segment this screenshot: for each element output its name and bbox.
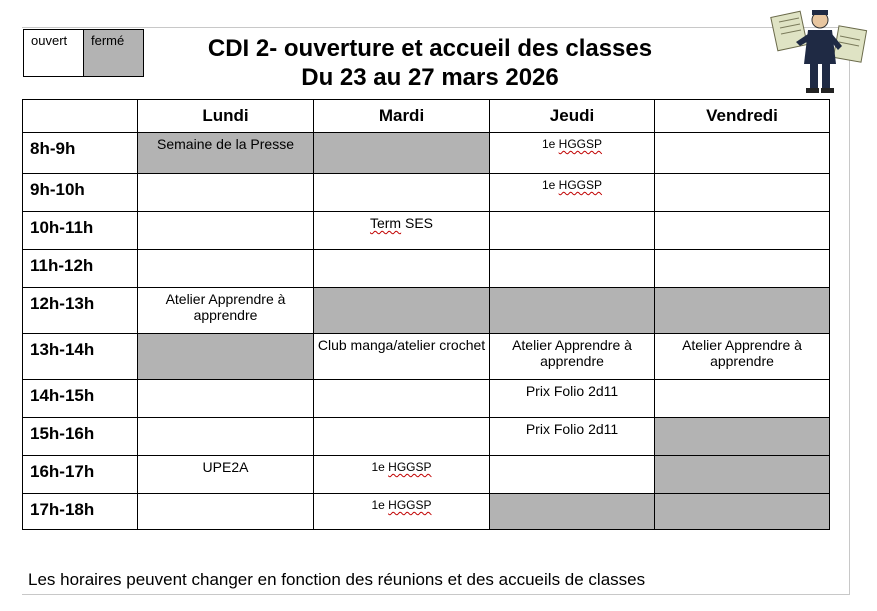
title-line-1: CDI 2- ouverture et accueil des classes xyxy=(207,35,653,62)
schedule-cell xyxy=(655,250,830,288)
title-line-2: Du 23 au 27 mars 2026 xyxy=(301,64,559,91)
time-slot: 17h-18h xyxy=(23,494,138,530)
time-slot: 13h-14h xyxy=(23,334,138,380)
schedule-cell xyxy=(314,288,490,334)
table-row xyxy=(23,380,830,418)
cell-text: 1e xyxy=(371,460,389,474)
cell-text: 1e xyxy=(541,178,559,192)
schedule-cell xyxy=(490,174,655,212)
schedule-cell xyxy=(655,418,830,456)
schedule-cell: Atelier Apprendre à apprendre xyxy=(490,334,655,380)
schedule-cell xyxy=(138,380,314,418)
spellcheck-word: HGGSP xyxy=(558,137,603,151)
schedule-cell xyxy=(314,174,490,212)
header-row xyxy=(23,100,830,133)
schedule-cell: Club manga/atelier crochet xyxy=(314,334,490,380)
time-slot: 9h-10h xyxy=(23,174,138,212)
schedule-cell xyxy=(138,212,314,250)
cell-text: SES xyxy=(401,215,434,231)
time-slot: 15h-16h xyxy=(23,418,138,456)
table-row xyxy=(23,133,830,174)
schedule-cell xyxy=(138,334,314,380)
time-slot: 10h-11h xyxy=(23,212,138,250)
schedule-cell xyxy=(314,494,490,530)
schedule-cell xyxy=(138,250,314,288)
column-header: Lundi xyxy=(138,100,314,133)
schedule-cell xyxy=(655,212,830,250)
schedule-cell xyxy=(490,212,655,250)
table-row xyxy=(23,212,830,250)
time-slot: 11h-12h xyxy=(23,250,138,288)
legend xyxy=(23,29,144,77)
schedule-cell: Atelier Apprendre à apprendre xyxy=(655,334,830,380)
cell-text: 1e xyxy=(371,498,389,512)
schedule-cell xyxy=(490,288,655,334)
schedule-cell xyxy=(490,456,655,494)
legend-closed: fermé xyxy=(84,30,143,76)
schedule-cell xyxy=(490,133,655,174)
schedule-cell xyxy=(314,380,490,418)
column-header: Vendredi xyxy=(655,100,830,133)
table-row xyxy=(23,456,830,494)
schedule-cell xyxy=(138,494,314,530)
schedule-cell xyxy=(655,456,830,494)
footer-note: Les horaires peuvent changer en fonction des réunions et des accueils de classes xyxy=(28,570,646,589)
table-row xyxy=(23,288,830,334)
table-row xyxy=(23,418,830,456)
schedule-cell xyxy=(655,133,830,174)
column-header: Jeudi xyxy=(490,100,655,133)
schedule-cell xyxy=(314,212,490,250)
time-slot: 12h-13h xyxy=(23,288,138,334)
page-title xyxy=(140,34,720,92)
legend-open: ouvert xyxy=(24,30,84,76)
newspaper-seller-icon xyxy=(770,2,870,96)
schedule-cell xyxy=(314,250,490,288)
table-row xyxy=(23,174,830,212)
spellcheck-word: Term xyxy=(369,215,402,231)
cell-text: 1e xyxy=(541,137,559,151)
schedule-cell xyxy=(138,174,314,212)
schedule-cell xyxy=(314,418,490,456)
schedule-cell xyxy=(314,133,490,174)
table-row xyxy=(23,250,830,288)
schedule-cell xyxy=(314,456,490,494)
schedule-cell xyxy=(655,494,830,530)
schedule-cell: Semaine de la Presse xyxy=(138,133,314,174)
schedule-table xyxy=(22,99,830,530)
schedule-cell xyxy=(138,418,314,456)
column-header xyxy=(23,100,138,133)
schedule-cell xyxy=(490,494,655,530)
time-slot: 14h-15h xyxy=(23,380,138,418)
table-row xyxy=(23,494,830,530)
spellcheck-word: HGGSP xyxy=(388,498,432,512)
column-header: Mardi xyxy=(314,100,490,133)
spellcheck-word: HGGSP xyxy=(388,460,432,474)
time-slot: 8h-9h xyxy=(23,133,138,174)
schedule-cell xyxy=(655,174,830,212)
spellcheck-word: HGGSP xyxy=(558,178,603,192)
schedule-cell: Atelier Apprendre à apprendre xyxy=(138,288,314,334)
time-slot: 16h-17h xyxy=(23,456,138,494)
schedule-cell: Prix Folio 2d11 xyxy=(490,380,655,418)
table-row xyxy=(23,334,830,380)
schedule-cell: Prix Folio 2d11 xyxy=(490,418,655,456)
schedule-cell xyxy=(655,288,830,334)
schedule-cell xyxy=(490,250,655,288)
schedule-cell xyxy=(655,380,830,418)
schedule-cell: UPE2A xyxy=(138,456,314,494)
